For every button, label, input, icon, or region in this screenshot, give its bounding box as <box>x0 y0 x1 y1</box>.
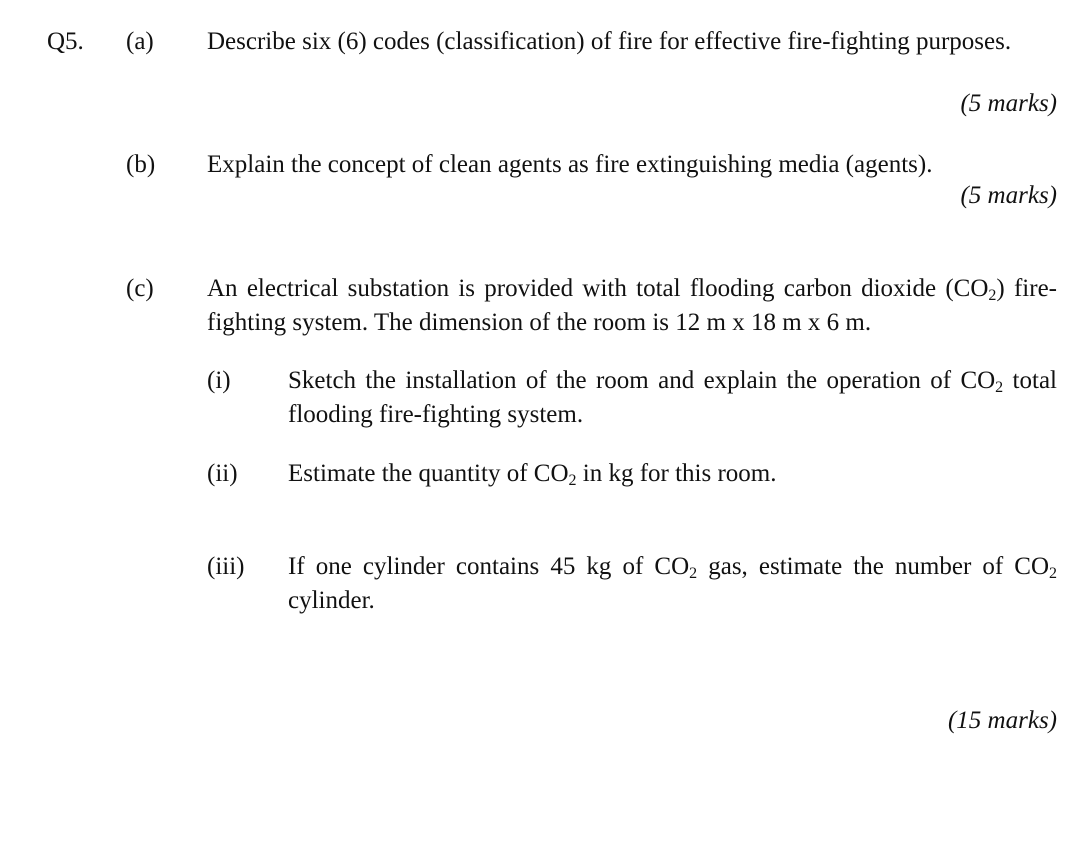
subpart-i-text-after: total flooding fire-fighting system. <box>288 367 1057 428</box>
part-a-label: (a) <box>126 28 154 55</box>
subpart-i-text <box>288 365 1057 430</box>
co2-subscript: 2 <box>1049 565 1057 582</box>
part-c-text-after: ) fire-fighting system. The dimension of the room is 12 m x 18 m x 6 m. <box>207 275 1057 336</box>
co2-subscript: 2 <box>995 379 1004 396</box>
subpart-ii-label: (ii) <box>207 460 238 487</box>
part-a-marks: (5 marks) <box>960 90 1057 117</box>
part-c-marks: (15 marks) <box>947 707 1057 734</box>
question-number: Q5. <box>47 28 84 55</box>
co2-subscript: 2 <box>568 472 577 489</box>
part-b-marks: (5 marks) <box>960 182 1057 209</box>
part-b-text: Explain the concept of clean agents as fire extinguishing media (agents). <box>207 151 933 178</box>
subpart-iii-text-after: cylinder. <box>288 587 375 614</box>
subpart-ii-text <box>288 458 1057 492</box>
subpart-i-label: (i) <box>207 367 231 394</box>
subpart-ii-text-after: in kg for this room. <box>576 460 777 487</box>
part-c-label: (c) <box>126 275 154 302</box>
co2-subscript: 2 <box>988 287 997 304</box>
part-a-text: Describe six (6) codes (classification) of fire for effective fire-fighting purposes. <box>207 28 1012 55</box>
subpart-iii-text <box>288 551 1057 616</box>
subpart-ii-text-before: Estimate the quantity of CO <box>288 460 569 487</box>
part-c-text-before: An electrical substation is provided with total flooding carbon dioxide (CO <box>207 275 989 302</box>
subpart-iii-label: (iii) <box>207 553 245 580</box>
subpart-iii-text-middle: gas, estimate the number of CO <box>697 553 1049 580</box>
part-c-text <box>207 273 1057 338</box>
co2-subscript: 2 <box>689 565 698 582</box>
part-b-label: (b) <box>126 151 156 178</box>
subpart-i-text-before: Sketch the installation of the room and explain the operation of CO <box>288 367 996 394</box>
subpart-iii-text-before: If one cylinder contains 45 kg of CO <box>288 553 690 580</box>
